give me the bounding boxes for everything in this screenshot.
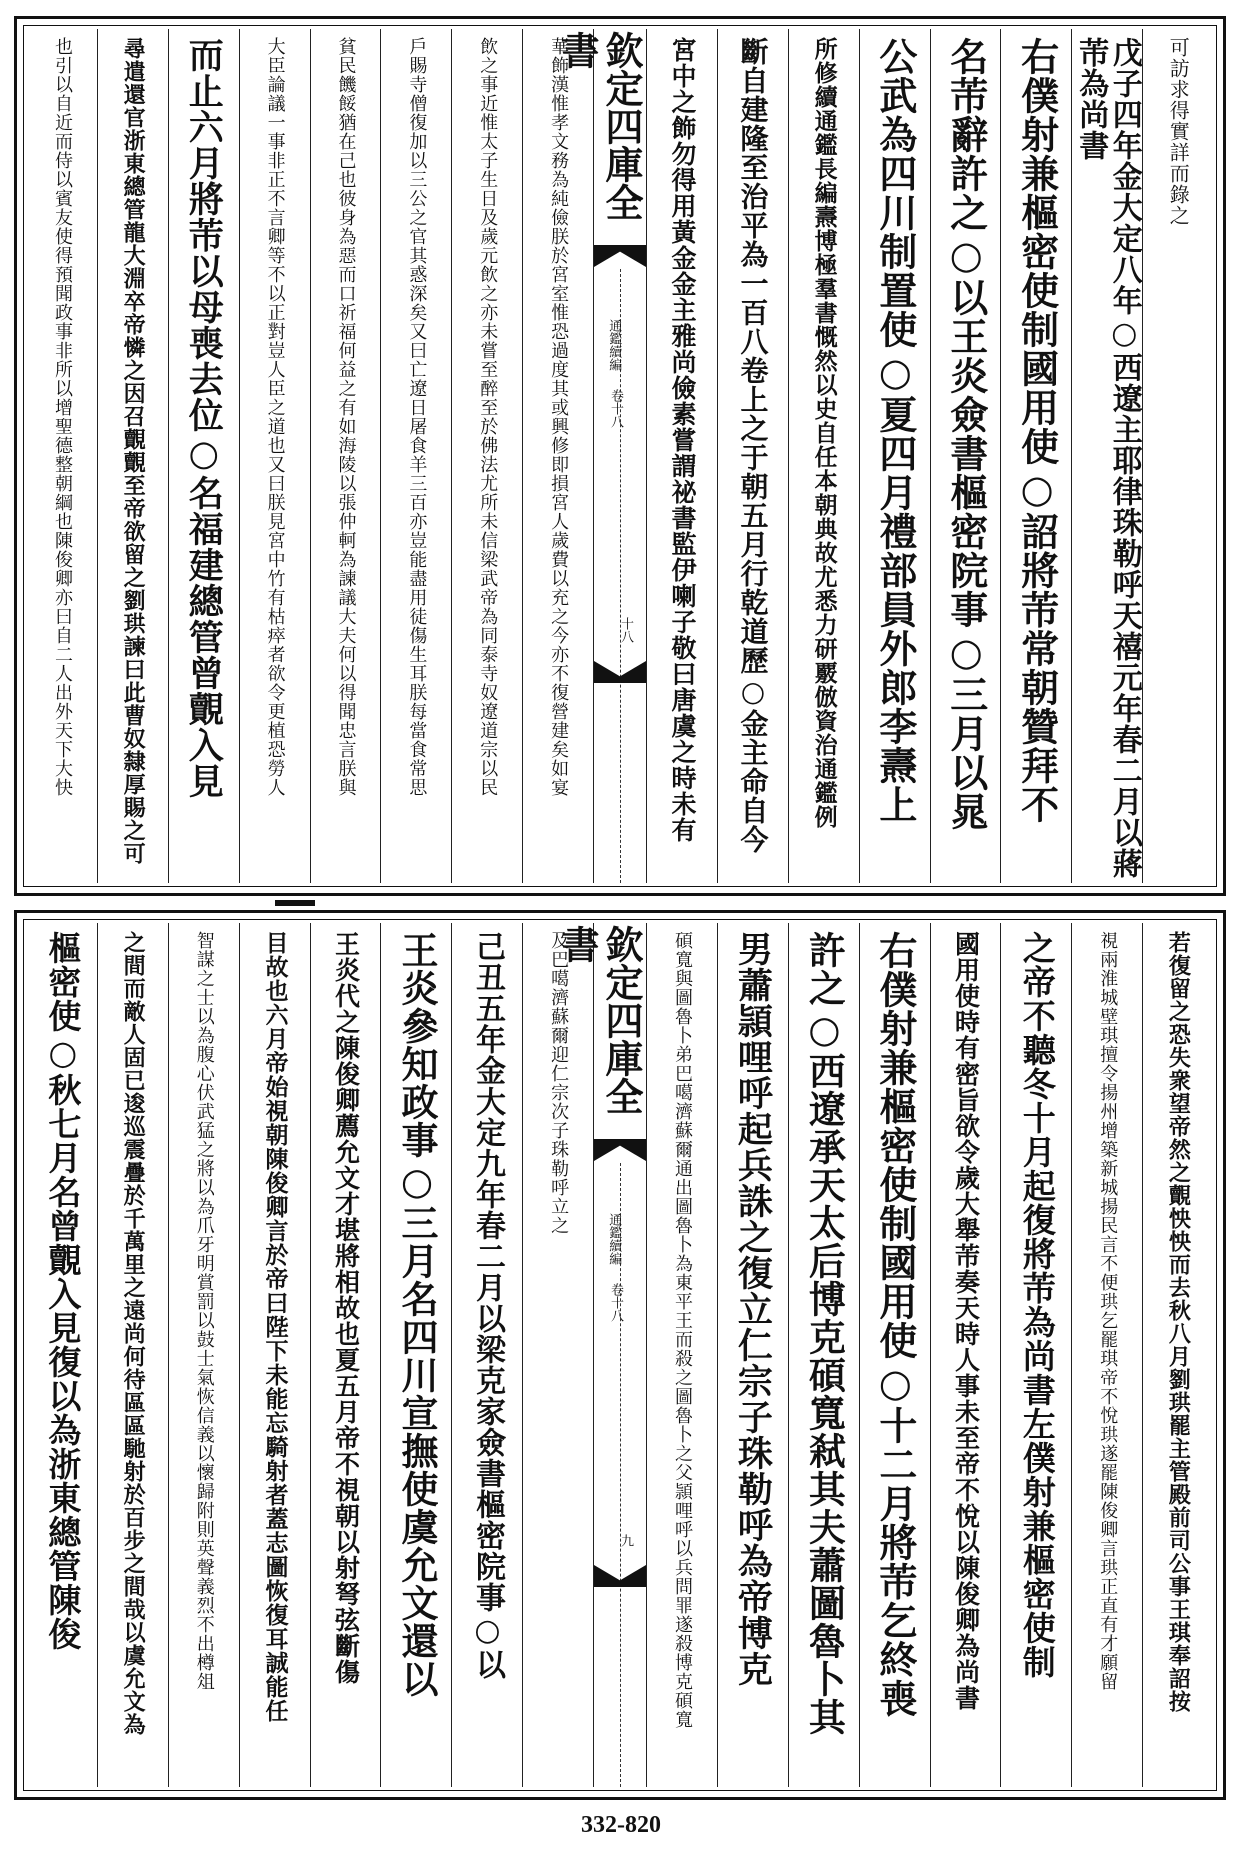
text-columns-bottom [27, 923, 1213, 1787]
column-text: 斷自建隆至治平為一百八卷上之于朝五月行乾道歷○金主命自今 [736, 37, 770, 854]
column-text: 之帝不聽冬十月起復將芾為尚書左僕射兼樞密使制 [1017, 931, 1057, 1679]
column-text: 戶賜寺僧復加以三公之官其惑深矣又曰亡遼日屠食羊三百亦豈能盡用徒傷生耳朕每當食常思 [406, 37, 428, 797]
column-text: 而止六月將芾以母喪去位○名福建總管曾覿入見 [183, 37, 225, 799]
column-text: 男蕭頴哩呼起兵誅之復立仁宗子珠勒呼為帝博克 [732, 931, 774, 1687]
column-text: 若復留之恐失衆望帝然之覿怏怏而去秋八月劉珙罷主管殿前司公事王琪奉詔按 [1165, 931, 1192, 1713]
text-column [310, 923, 381, 1787]
column-text: 樞密使○秋七月名曾覿入見復以為浙東總管陳俊 [43, 931, 83, 1651]
text-column [310, 29, 381, 883]
text-column [97, 923, 168, 1787]
column-text: 大臣論議一事非正不言卿等不以正對豈人臣之道也又曰朕見宮中竹有枯瘁者欲令更植恐勞人 [264, 37, 286, 797]
text-column [1142, 923, 1213, 1787]
page-code: 332-820 [581, 1812, 661, 1838]
text-column [168, 29, 239, 883]
text-column [239, 923, 310, 1787]
book-title: 通鑑續編 [606, 319, 622, 371]
column-text: 王炎代之陳俊卿薦允文才堪將相故也夏五月帝不視朝以射弩弦斷傷 [331, 931, 361, 1685]
book-title: 通鑑續編 [606, 1213, 622, 1265]
text-column [239, 29, 310, 883]
leaf-number: 九 [618, 1534, 633, 1547]
text-column [1000, 923, 1071, 1787]
column-text: 貧民饑餒猶在己也彼身為惡而口祈福何益之有如海陵以張仲軻為諫議大夫何以得聞忠言朕與 [335, 37, 357, 797]
page-bottom [14, 910, 1226, 1800]
siku-quanshu-title: 欽定四庫全書 [555, 925, 644, 1115]
column-text: 國用使時有密旨欲令歲大舉芾奏天時人事未至帝不悅以陳俊卿為尚書 [951, 931, 981, 1711]
text-column [646, 923, 717, 1787]
text-column [1142, 29, 1213, 883]
column-text: 右僕射兼樞密使制國用使○十二月將芾乞終喪 [872, 931, 918, 1718]
text-column [930, 923, 1001, 1787]
text-columns-top [27, 29, 1213, 883]
fish-tail-mark [594, 1139, 646, 1161]
text-column [27, 29, 97, 883]
column-text: 及巴噶濟蘇爾迎仁宗次子珠勒呼立之 [548, 931, 570, 1235]
text-column [788, 923, 859, 1787]
column-text: 可訪求得實詳而錄之 [1166, 37, 1191, 226]
column-text: 所修續通鑑長編燾博極羣書慨然以史自任本朝典故尤悉力研覈倣資治通鑑例 [810, 37, 838, 829]
text-column [930, 29, 1001, 883]
text-column [717, 29, 788, 883]
text-column [451, 29, 522, 883]
column-text: 右僕射兼樞密使制國用使○詔將芾常朝贊拜不 [1014, 37, 1060, 824]
text-column [380, 29, 451, 883]
text-column [97, 29, 168, 883]
column-text: 宮中之飾勿得用黃金金主雅尚儉素嘗謂祕書監伊喇子敬曰唐虞之時未有 [667, 37, 697, 843]
volume-label: 卷十八 [608, 1283, 623, 1322]
text-column [1071, 923, 1142, 1787]
column-text: 許之○西遼承天太后博克碩寬弒其夫蕭圖魯卜其 [802, 931, 847, 1736]
column-text: 己丑五年金大定九年春二月以梁克家僉書樞密院事○以 [469, 931, 505, 1680]
leaf-number: 十八 [618, 617, 633, 643]
column-text: 公武為四川制置使○夏四月禮部員外郎李燾上 [872, 37, 918, 824]
text-column [646, 29, 717, 883]
column-text: 之間而敵人固已逡巡震疊於千萬里之遠尚何待區區馳射於百步之間哉以虞允文為 [120, 931, 147, 1736]
text-column [1071, 29, 1142, 883]
binding-mark [275, 900, 315, 906]
column-text: 飲之事近惟太子生日及歲元飲之亦未嘗至醉至於佛法尤所未信梁武帝為同泰寺奴遼道宗以民 [477, 37, 499, 797]
siku-quanshu-title: 欽定四庫全書 [555, 31, 644, 221]
page-top [14, 16, 1226, 896]
column-text: 目故也六月帝始視朝陳俊卿言於帝曰陛下未能忘騎射者蓋志圖恢復耳誠能任 [261, 931, 289, 1723]
text-column [27, 923, 97, 1787]
column-text: 戊子四年金大定八年○西遼主耶律珠勒呼天禧元年春二月以蔣芾為尚書 [1073, 37, 1142, 879]
text-column [859, 923, 930, 1787]
text-column [380, 923, 451, 1787]
column-text: 碩寬與圖魯卜弟巴噶濟蘇爾通出圖魯卜為東平王而殺之圖魯卜之父頴哩呼以兵問罪遂殺博克碩寬 [672, 931, 694, 1729]
column-text: 視兩淮城壁琪擅令揚州增築新城揚民言不便珙乞罷琪帝不悅珙遂罷陳俊卿言珙正直有才願留 [1097, 931, 1119, 1691]
fish-tail-mark [594, 245, 646, 267]
text-column [788, 29, 859, 883]
text-column [168, 923, 239, 1787]
text-column [522, 923, 593, 1787]
text-column [717, 923, 788, 1787]
text-column [859, 29, 930, 883]
column-text: 華飾漢惟孝文務為純儉朕於宮室惟恐過度其或興修即損宮人歲費以充之今亦不復營建矣如宴 [548, 37, 570, 797]
text-column [522, 29, 593, 883]
volume-label: 卷十八 [608, 389, 623, 428]
text-column [451, 923, 522, 1787]
column-text: 智謀之士以為腹心伏武猛之將以為爪牙明賞罰以鼓士氣恢信義以懷歸附則英聲義烈不出樽俎 [193, 931, 215, 1691]
text-column [1000, 29, 1071, 883]
column-text: 名芾辭許之○以王炎僉書樞密院事○三月以晁 [943, 37, 989, 831]
column-text: 王炎參知政事○三月名四川宣撫使虞允文還以 [395, 931, 440, 1698]
column-text: 也引以自近而侍以賓友使得預聞政事非所以增聖德整朝綱也陳俊卿亦曰自二人出外天下大快 [52, 37, 74, 797]
column-text: 尋遣還官浙東總管龍大淵卒帝憐之因召覿覿至帝欲留之劉珙諫曰此曹奴隸厚賜之可 [120, 37, 147, 865]
